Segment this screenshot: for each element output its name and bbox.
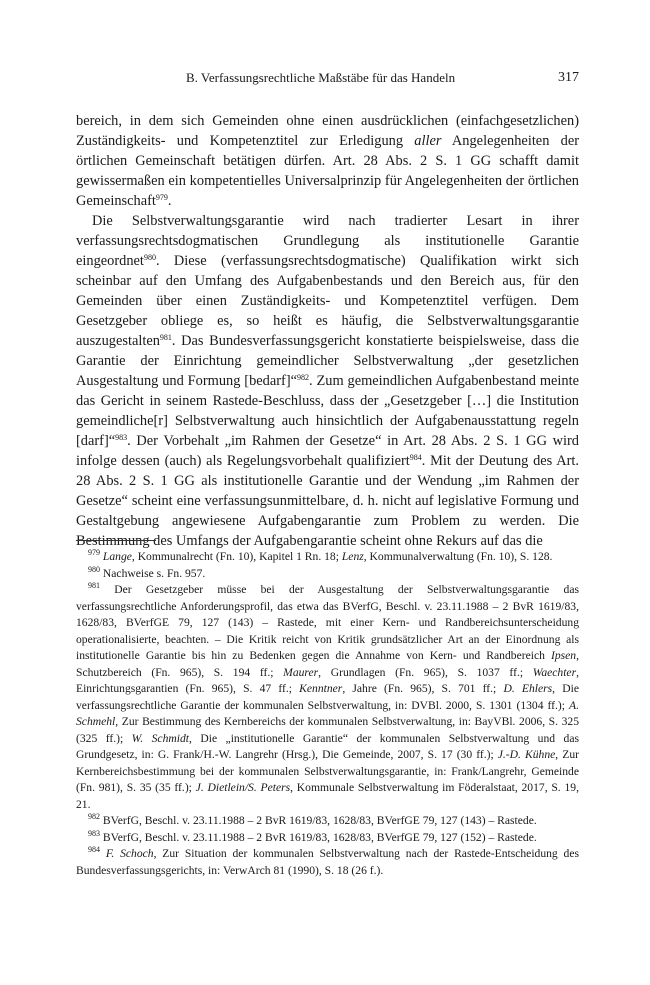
footnote-980: $^{980}$ Nachweise s. Fn. 957. bbox=[88, 564, 206, 580]
footnote-979: $^{979}$ Lange, Kommunalrecht (Fn. 10), Kapitel 1 Rn. 18; Lenz, Kommunalverwaltung (Fn. 10), S. 128. bbox=[88, 548, 553, 563]
paragraph-2: Die Selbstverwaltungsgarantie wird nach tradierter Lesart in ihrer verfassungsrechtsdogmatischen Grundlegung als institutionelle Garantie eingeordnet$^{980}$. Diese (verfassungsrechtsdogmatische) Qualifikation wirkt sich scheinbar auf den Umfang des Aufgabenbestands und den Bereich aus, für den Gemeinden über einen Zuständigkeits- und Kompetenztitel verfügen. Dem Gesetzgeber obliege es, so heißt es häufig, die Selbstverwaltungsgarantie auszugestalten$^{981}$. Das Bundesverfassungsgericht konstatierte beispielsweise, dass die Garantie der Einrichtung gemeindlicher Selbstverwaltung „der gesetzlichen Ausgestaltung und Formung [bedarf]“$^{982}$. Zum gemeindlichen Aufgabenbestand meinte das Gericht in seinem Rastede-Beschluss, dass der „Gesetzgeber […] die Institution gemeindliche[r] Selbstverwaltung auch hinsichtlich der Aufgabenausstattung regeln [darf]“$^{983}$. Der Vorbehalt „im Rahmen der Gesetze“ in Art. 28 Abs. 2 S. 1 GG wird infolge dessen (auch) als Regelungsvorbehalt qualifiziert$^{984}$. Mit der Deutung des Art. 28 Abs. 2 S. 1 GG als institutionelle Garantie und der Wendung „im Rahmen der Gesetze“ scheint eine verfassungsunmittelbare, d. h. nicht auf legislative Formung und Gestaltgebung angewiesene Aufgabengarantie zum Problem zu werden. Die Bestimmung des Umfangs der Aufgabengarantie scheint ohne Rekurs auf das die bbox=[76, 213, 579, 549]
footnote-ref-984[interactable]: 984 bbox=[409, 453, 422, 462]
page-number: 317 bbox=[558, 70, 579, 85]
running-head: B. Verfassungsrechtliche Maßstäbe für das Handeln bbox=[186, 70, 456, 85]
footnote-981: $^{981}$ Der Gesetzgeber müsse bei der Ausgestaltung der Selbstverwaltungsgarantie das verfassungsrechtliche Anforderungsprofil, das etwa das BVerfG, Beschl. v. 23.11.1988 – 2 BvR 1619/83, 1628/83, BVerfGE 79, 127 (143) – Rastede, mit einer Kern- und Randbereichsunterscheidung operationalisierte, beachten. – Die Kritik reicht von Kritik grundsätzlicher Art an der Einordnung als institutionelle Garantie bis hin zu Bedenken gegen die Annahme von Kern- und Randbereich Ipsen, Schutzbereich (Fn. 965), S. 194 ff.; Maurer, Grundlagen (Fn. 965), S. 1037 ff.; Waechter, Einrichtungsgarantien (Fn. 965), S. 47 ff.; Kenntner, Jahre (Fn. 965), S. 701 ff.; D. Ehlers, Die verfassungsrechtliche Garantie der kommunalen Selbstverwaltung, in: DVBl. 2000, S. 1301 (1304 ff.); A. Schmehl, Zur Bestimmung des Kernbereichs der kommunalen Selbstverwaltung, in: BayVBl. 2006, S. 325 (325 ff.); W. Schmidt, Die „institutionelle Garantie“ der kommunalen Selbstverwaltung und das Grundgesetz, in: G. Frank/H.-W. Langrehr (Hrsg.), Die Gemeinde, 2007, S. 17 (30 ff.); J.-D. Kühne, Zur Kernbereichsbestimmung bei der kommunalen Selbstverwaltungsgarantie, in: Frank/Langrehr, Gemeinde (Fn. 981), S. 35 (35 ff.); J. Dietlein/S. Peters, Kommunale Selbstverwaltung im Föderalstaat, 2017, S. 19, 21. bbox=[76, 581, 579, 811]
emphasis-aller: aller bbox=[414, 133, 442, 149]
footnote-983: $^{983}$ BVerfG, Beschl. v. 23.11.1988 – 2 BvR 1619/83, 1628/83, BVerfGE 79, 127 (152) – Rastede. bbox=[88, 828, 537, 844]
footnote-ref-979[interactable]: 979 bbox=[155, 193, 168, 202]
footnote-ref-980[interactable]: 980 bbox=[143, 253, 156, 262]
page-header bbox=[76, 70, 579, 90]
footnote-984: $^{984}$ F. Schoch, Zur Situation der kommunalen Selbstverwaltung nach der Rastede-Entscheidung des Bundesverfassungsgerichts, in: VerwArch 81 (1990), S. 18 (26 f.). bbox=[76, 845, 579, 877]
footnotes bbox=[76, 549, 579, 879]
footnote-ref-983[interactable]: 983 bbox=[115, 433, 128, 442]
footnote-ref-982[interactable]: 982 bbox=[297, 373, 309, 382]
paragraph-1: bereich, in dem sich Gemeinden ohne einen ausdrücklichen (einfachgesetzlichen) Zuständigkeits- und Kompetenztitel zur Erledigung aller Angelegenheiten der örtlichen Gemeinschaft betätigen dürfen. Art. 28 Abs. 2 S. 1 GG schafft damit gewissermaßen ein kompetentielles Universalprinzip für Angelegenheiten der örtlichen Gemeinschaft$^{979}$. bbox=[76, 113, 579, 209]
main-text bbox=[76, 111, 579, 551]
footnote-separator bbox=[76, 540, 156, 541]
footnote-982: $^{982}$ BVerfG, Beschl. v. 23.11.1988 – 2 BvR 1619/83, 1628/83, BVerfGE 79, 127 (143) – Rastede. bbox=[88, 812, 537, 827]
footnote-ref-981[interactable]: 981 bbox=[159, 333, 172, 342]
